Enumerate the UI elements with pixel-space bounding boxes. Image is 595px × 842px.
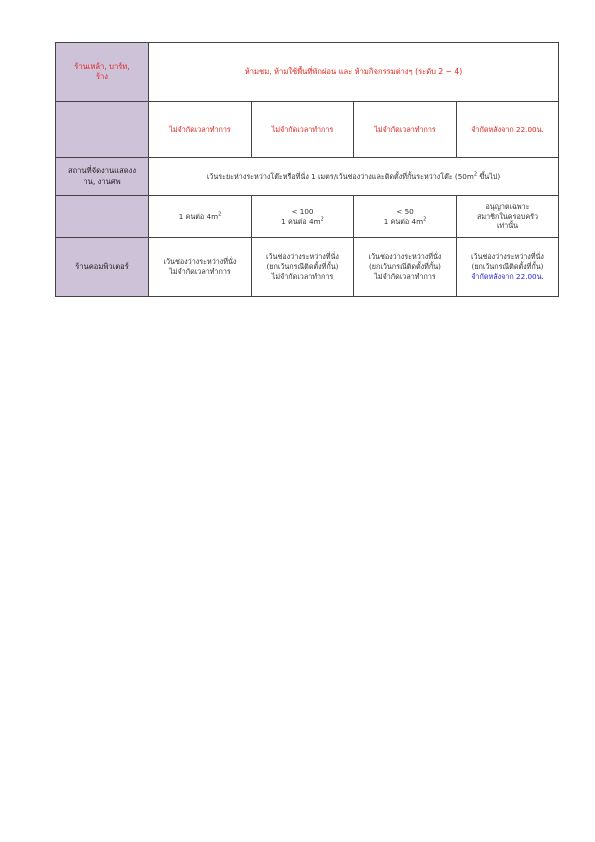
capacity-cell [252, 196, 354, 238]
row-header-line: ร้าง [95, 72, 109, 81]
row-header-empty [56, 102, 149, 158]
capacity-cell [457, 196, 559, 238]
capacity-limit: < 100 [291, 206, 314, 216]
capacity-cell [354, 196, 457, 238]
pc-line: (ยกเว้นกรณีติดตั้งที่กั้น) [369, 262, 441, 272]
table-row [56, 158, 559, 196]
venue-distance-cell [149, 158, 559, 196]
pc-line: (ยกเว้นกรณีติดตั้งที่กั้น) [266, 262, 339, 272]
pc-line: เว้นช่องว่างระหว่างที่นั่ง [368, 252, 442, 262]
row-header-pc: ร้านคอมพิวเตอร์ [56, 238, 149, 297]
table-row [56, 43, 559, 102]
superscript: 2 [320, 216, 324, 223]
capacity-text: 1 คนต่อ 4m [281, 216, 321, 226]
pc-line: เว้นช่องว่างระหว่างที่นั่ง [163, 257, 237, 267]
hours-cell: จำกัดหลังจาก 22.00น. [457, 102, 559, 158]
venue-distance-text-end: ขึ้นไป) [477, 171, 501, 181]
row-header-line: าน, งานศพ [83, 176, 121, 186]
venue-distance-text: เว้นระยะห่างระหว่างโต๊ะหรือที่นั่ง 1 เมตร/เว้นช่องว่างและติดตั้งที่กั้นระหว่างโต๊ะ (50m [206, 171, 474, 181]
pc-line: ไม่จำกัดเวลาทำการ [271, 271, 334, 281]
hours-cell: ไม่จำกัดเวลาทำการ [149, 102, 252, 158]
pc-line: (ยกเว้นกรณีติดตั้งที่กั้น) [471, 262, 544, 272]
pc-line: เว้นช่องว่างระหว่างที่นั่ง [266, 252, 339, 262]
pc-line: ไม่จำกัดเวลาทำการ [169, 267, 231, 276]
pc-cell [149, 238, 252, 297]
hours-cell: ไม่จำกัดเวลาทำการ [354, 102, 457, 158]
restriction-table [55, 42, 559, 297]
table-row [56, 196, 559, 238]
capacity-limit: < 50 [396, 206, 414, 216]
table-row [56, 102, 559, 158]
superscript: 2 [218, 211, 222, 218]
capacity-line: สมาชิกในครอบครัว [476, 211, 539, 221]
row-header-bar [56, 43, 149, 102]
capacity-line: อนุญาตเฉพาะ [485, 201, 530, 211]
pc-line: เว้นช่องว่างระหว่างที่นั่ง [471, 252, 544, 262]
hours-cell: ไม่จำกัดเวลาทำการ [252, 102, 354, 158]
row-header-venue [56, 158, 149, 196]
superscript: 2 [473, 171, 478, 178]
pc-cell [354, 238, 457, 297]
bar-restriction-cell: ห้ามชม, ห้ามใช้พื้นที่พักผ่อน และ ห้ามกิจกรรมต่างๆ (ระดับ 2 ~ 4) [149, 43, 559, 102]
row-header-line: ร้านเหล้า, บาร์ท, [74, 61, 130, 71]
pc-line: ไม่จำกัดเวลาทำการ [374, 271, 436, 281]
row-header-line: สถานที่จัดงานแสดงง [67, 166, 137, 176]
row-header-empty [56, 196, 149, 238]
pc-hours-limited: จำกัดหลังจาก 22.00น. [471, 271, 544, 281]
capacity-text: 1 คนต่อ 4m [178, 211, 219, 221]
pc-cell [252, 238, 354, 297]
capacity-line: เท่านั้น [496, 221, 519, 231]
capacity-text: 1 คนต่อ 4m [383, 216, 424, 226]
superscript: 2 [423, 216, 427, 223]
pc-cell [457, 238, 559, 297]
table-row [56, 238, 559, 297]
capacity-cell [149, 196, 252, 238]
